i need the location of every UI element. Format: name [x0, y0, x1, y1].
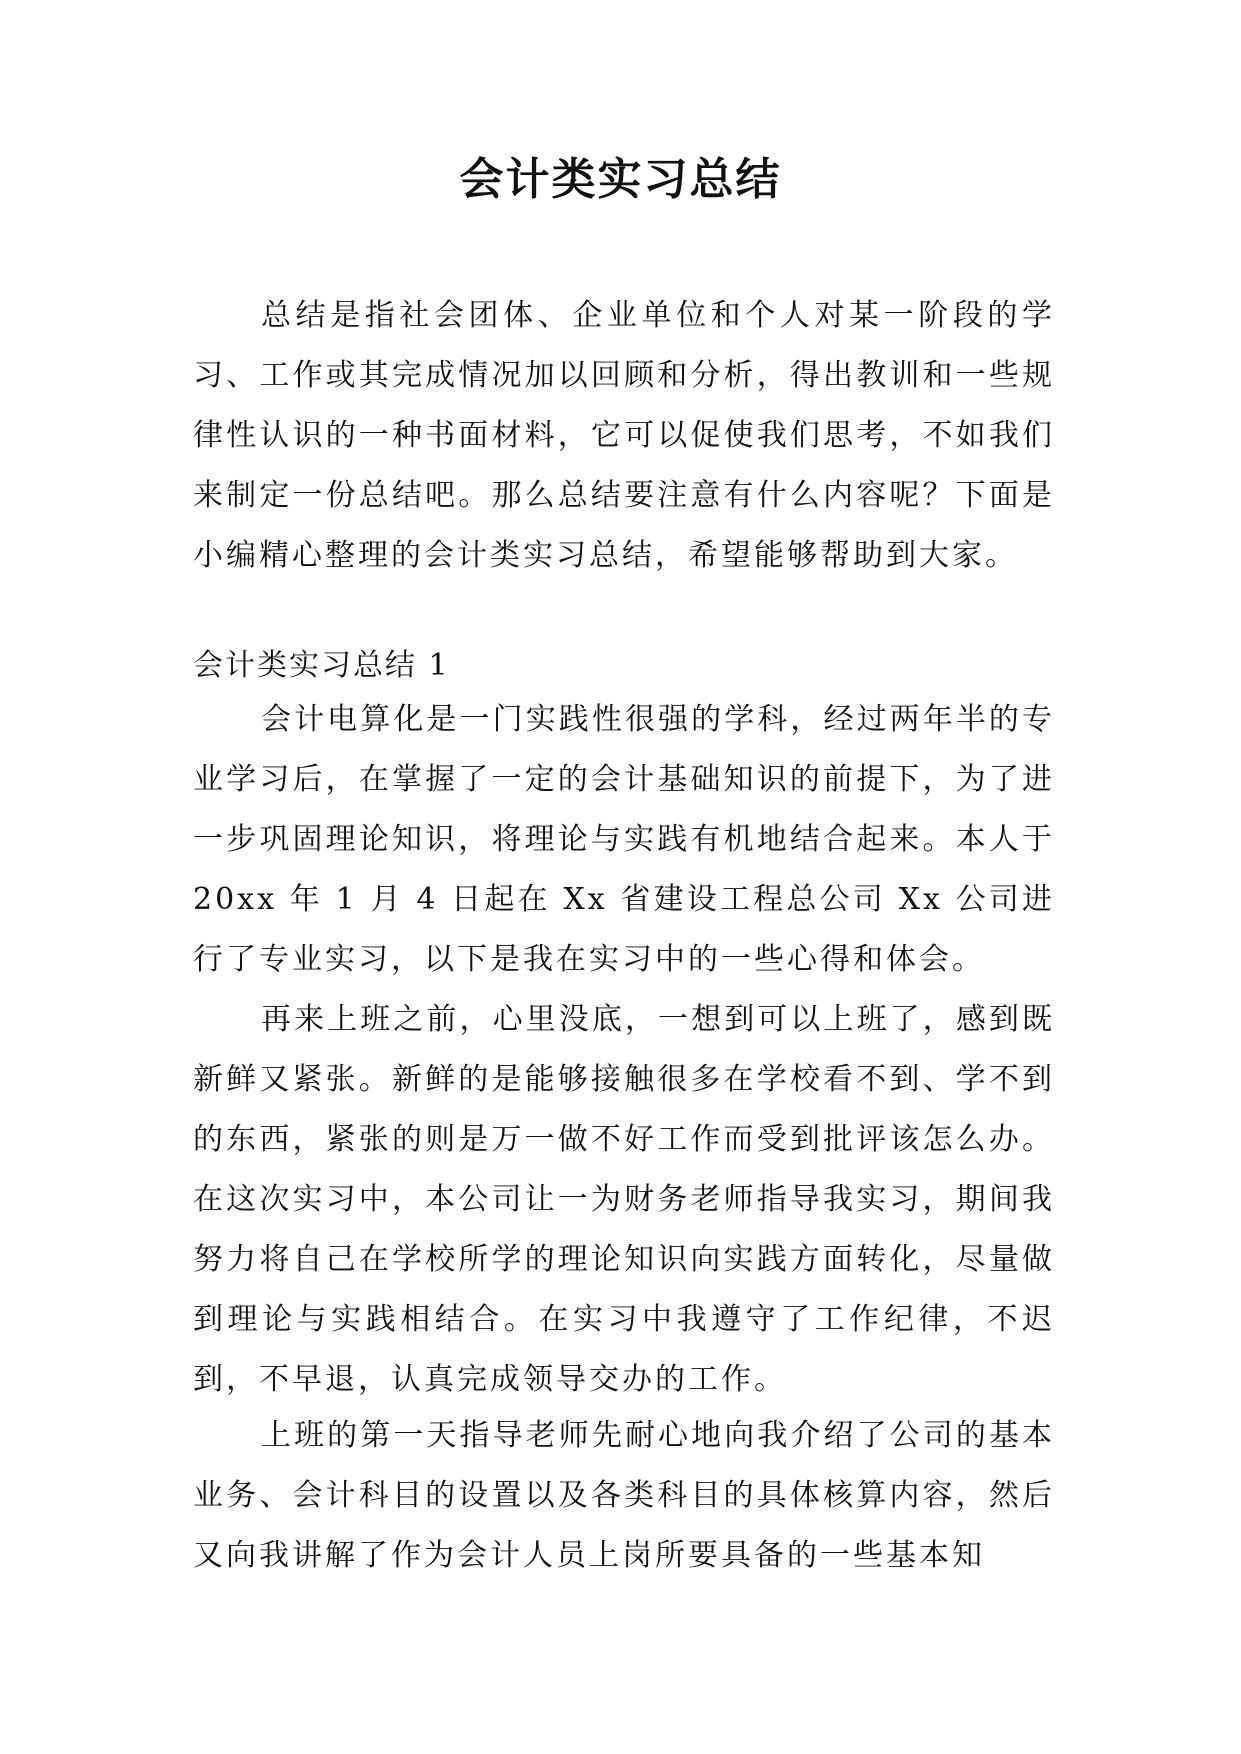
- body-paragraph: 会计电算化是一门实践性很强的学科，经过两年半的专业学习后，在掌握了一定的会计基础知识的前提下，为了进一步巩固理论知识，将理论与实践有机地结合起来。本人于 20xx 年 1 月 4 日起在 Xx 省建设工程总公司 Xx 公司进行了专业实习，以下是我在实习中的一些心得和体会。: [193, 702, 1055, 977]
- section-heading: 会计类实习总结 1: [193, 648, 450, 683]
- page-title: 会计类实习总结: [459, 154, 782, 205]
- intro-paragraph: 总结是指社会团体、企业单位和个人对某一阶段的学习、工作或其完成情况加以回顾和分析，得出教训和一些规律性认识的一种书面材料，它可以促使我们思考，不如我们来制定一份总结吧。那么总结要注意有什么内容呢？下面是小编精心整理的会计类实习总结，希望能够帮助到大家。: [193, 298, 1055, 573]
- body-paragraph: 再来上班之前，心里没底，一想到可以上班了，感到既新鲜又紧张。新鲜的是能够接触很多在学校看不到、学不到的东西，紧张的则是万一做不好工作而受到批评该怎么办。在这次实习中，本公司让一为财务老师指导我实习，期间我努力将自己在学校所学的理论知识向实践方面转化，尽量做到理论与实践相结合。在实习中我遵守了工作纪律，不迟到，不早退，认真完成领导交办的工作。: [193, 1002, 1055, 1397]
- body-paragraph: 上班的第一天指导老师先耐心地向我介绍了公司的基本业务、会计科目的设置以及各类科目的具体核算内容，然后又向我讲解了作为会计人员上岗所要具备的一些基本知: [193, 1418, 1055, 1573]
